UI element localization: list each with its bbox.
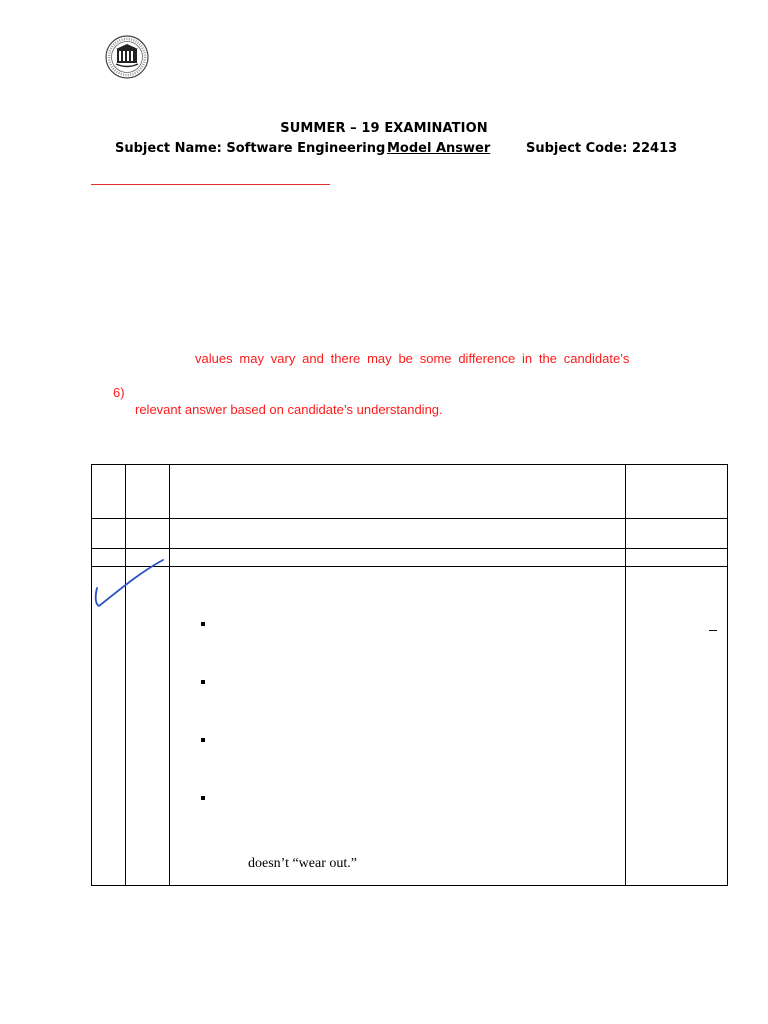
instruction-note-5: values may vary and there may be some difference in the candidate’s — [195, 351, 630, 366]
table-column-divider — [125, 465, 126, 885]
exam-title: SUMMER – 19 EXAMINATION — [280, 121, 488, 136]
square-bullet-icon — [201, 796, 205, 800]
marks-dash — [709, 630, 717, 631]
square-bullet-icon — [201, 738, 205, 742]
model-answer-label: Model Answer — [387, 141, 491, 156]
answer-text-fragment: doesn’t “wear out.” — [248, 856, 357, 871]
university-seal-icon — [104, 34, 150, 80]
red-divider — [91, 184, 330, 185]
check-mark-icon — [92, 556, 170, 612]
subject-code: Subject Code: 22413 — [526, 141, 678, 156]
answer-table — [91, 464, 728, 886]
instruction-note-6: relevant answer based on candidate’s understanding. — [135, 402, 443, 417]
table-row-divider — [92, 518, 727, 519]
subject-name: Subject Name: Software Engineering — [115, 141, 386, 156]
table-column-divider — [169, 465, 170, 885]
square-bullet-icon — [201, 680, 205, 684]
instruction-number-6: 6) — [113, 385, 125, 400]
table-row-divider — [92, 566, 727, 567]
table-column-divider — [625, 465, 626, 885]
table-row-divider — [92, 548, 727, 549]
square-bullet-icon — [201, 622, 205, 626]
